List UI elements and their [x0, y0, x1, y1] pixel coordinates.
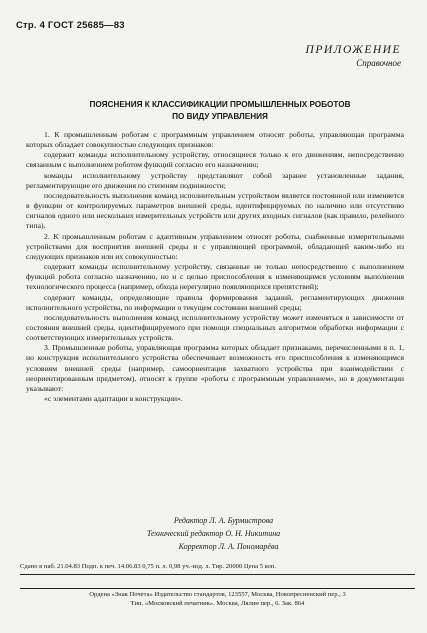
paragraph: содержит команды, определяющие правила формирования заданий, регламентирующих движения исполнительного устройства, по информации о текущем состоянии внешней среды;: [26, 292, 404, 312]
editor-line: Редактор Л. А. Бурмистрова: [173, 516, 274, 525]
proofreader-line: Корректор Л. А. Пономарёва: [178, 542, 279, 551]
appendix-label: [306, 44, 401, 68]
section-title-line-1: ПОЯСНЕНИЯ К КЛАССИФИКАЦИИ ПРОМЫШЛЕННЫХ РОБОТОВ: [89, 100, 351, 109]
divider: [20, 574, 415, 575]
paragraph: последовательность выполнения команд исполнительным устройством является постоянной или изменяется в функции от контролируемых параметров внешней среды, идентифицируемых по наличию или отсутствию сигналов одного или нескольких измерительных устройств или других входных сигналов (как правило, релейного типа).: [26, 190, 404, 231]
section-title: [30, 99, 410, 123]
paragraph: содержит команды исполнительному устройству, связанные не только непосредственно с выполнением функций робота согласно назначению, но и с целью приспособления к изменяющимся условиям выполнения технологического процесса (например, обхода нерегулярно появляющихся препятствий);: [26, 262, 404, 292]
paragraph: содержит команды исполнительному устройству, относящиеся только к его движениям, непосредственно связанным с выполнением роботом функций согласно его назначению;: [26, 150, 404, 170]
editors-block: [0, 514, 427, 553]
printer-line: Тип. «Московский печатник». Москва, Лялин пер., 6. Зак. 864: [130, 600, 305, 607]
appendix-subtitle: Справочное: [356, 58, 401, 68]
document-body: [26, 130, 404, 404]
imprint-line: Сдано в наб. 21.04.83 Подп. к печ. 14.06.83 0,75 п. л. 0,98 уч.-изд. л. Тир. 20000 Цена 5 коп.: [20, 563, 276, 570]
paragraph: команды исполнительному устройству представляют собой заранее установленные задания, регламентирующие его движения по степеням подвижности;: [26, 170, 404, 190]
appendix-title: ПРИЛОЖЕНИЕ: [305, 44, 401, 56]
divider: [20, 588, 415, 589]
page-header: Стр. 4 ГОСТ 25685—83: [16, 20, 125, 31]
paragraph: последовательность выполнения команд исполнительному устройству может изменяться в зависимости от состояния внешней среды, идентифицируемого при помощи специальных алгоритмов обработки информации с соответствующих измерительных устройств.: [26, 312, 404, 343]
paragraph: 1. К промышленным роботам с программным управлением относят роботы, управляющая программа которых обладает совокупностью следующих признаков:: [26, 130, 404, 150]
paragraph: «с элементами адаптации в конструкции».: [44, 394, 183, 404]
tech-editor-line: Технический редактор О. Н. Никитина: [146, 529, 281, 538]
publisher-line: Ордена «Знак Почета» Издательство стандартов, 123557, Москва, Новопресненский пер., 3: [89, 591, 346, 598]
section-title-line-2: ПО ВИДУ УПРАВЛЕНИЯ: [172, 112, 268, 121]
paragraph: 3. Промышленные роботы, управляющая программа которых обладает признаками, перечисленными в п. 1, но конструкция исполнительного устройства обеспечивает возможность его приспособления к изменяющимся условиям внешней среды (например, самоориентация захватного устройства при взаимодействии с неориентированным предметом), относят к группе «роботы с программным управлением», но в документации указывают:: [26, 343, 404, 393]
paragraph: 2. К промышленным роботам с адаптивным управлением относят роботы, снабженные измерительными устройствами для восприятия внешней среды и с управляющей программой, обладающей каким-либо из следующих признаков или их совокупностью:: [26, 231, 404, 261]
publisher-footer: [20, 590, 415, 608]
